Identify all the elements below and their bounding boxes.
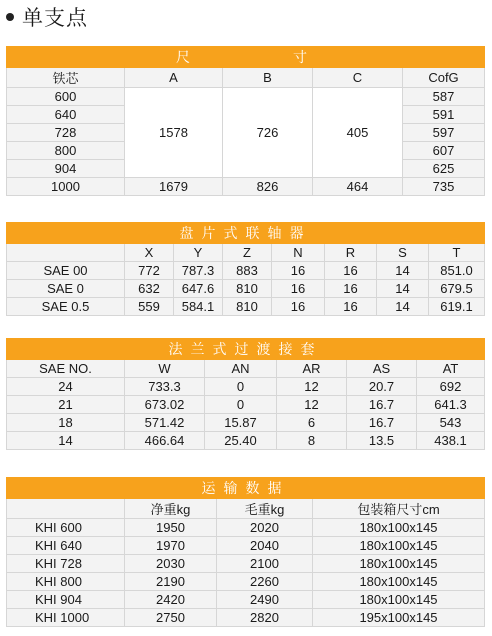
table-cell: 6 — [277, 414, 347, 432]
row-label-cell: 18 — [7, 414, 125, 432]
table-cell: 619.1 — [429, 298, 485, 316]
table-cell: 16.7 — [347, 414, 417, 432]
dimensions-table — [6, 46, 485, 196]
dimensions-title-right: 寸 — [293, 50, 315, 66]
table-row — [7, 573, 485, 591]
table-cell: 16 — [325, 262, 377, 280]
table-cell: 14 — [377, 262, 429, 280]
table-row — [7, 88, 485, 106]
table-cell: 2820 — [217, 609, 313, 627]
core-cell: 728 — [7, 124, 125, 142]
table-cell: 2040 — [217, 537, 313, 555]
row-label-cell: 14 — [7, 432, 125, 450]
c-merged-cell: 405 — [313, 88, 403, 178]
header-cell: T — [429, 244, 485, 262]
coupling-title: 盘片式联轴器 — [7, 223, 485, 244]
table-cell: 14 — [377, 280, 429, 298]
header-cell: Y — [174, 244, 223, 262]
table-row — [7, 280, 485, 298]
shipping-title: 运输数据 — [7, 478, 485, 499]
table-cell: 180x100x145 — [313, 519, 485, 537]
cofg-cell: 591 — [403, 106, 485, 124]
table-cell: 180x100x145 — [313, 555, 485, 573]
header-cell: CofG — [403, 68, 485, 88]
row-label-cell: KHI 728 — [7, 555, 125, 573]
table-cell: 772 — [125, 262, 174, 280]
table-cell: 16 — [272, 280, 325, 298]
header-cell: Z — [223, 244, 272, 262]
row-label-cell: KHI 800 — [7, 573, 125, 591]
table-cell: 16 — [325, 298, 377, 316]
table-row — [7, 378, 485, 396]
table-row — [7, 396, 485, 414]
b-cell: 826 — [223, 178, 313, 196]
table-cell: 16 — [272, 298, 325, 316]
header-cell: 铁芯 — [7, 68, 125, 88]
table-cell: 25.40 — [205, 432, 277, 450]
b-merged-cell: 726 — [223, 88, 313, 178]
header-cell: 净重kg — [125, 499, 217, 519]
header-cell: W — [125, 360, 205, 378]
table-cell: 1970 — [125, 537, 217, 555]
core-cell: 904 — [7, 160, 125, 178]
shipping-title-row — [7, 478, 485, 499]
table-cell: 180x100x145 — [313, 573, 485, 591]
table-row — [7, 555, 485, 573]
table-cell: 641.3 — [417, 396, 485, 414]
table-row — [7, 609, 485, 627]
dimensions-title-row — [7, 47, 485, 68]
a-cell: 1679 — [125, 178, 223, 196]
table-cell: 584.1 — [174, 298, 223, 316]
table-cell: 673.02 — [125, 396, 205, 414]
table-cell: 632 — [125, 280, 174, 298]
coupling-header-row — [7, 244, 485, 262]
table-cell: 16 — [325, 280, 377, 298]
header-cell: A — [125, 68, 223, 88]
row-label-cell: 21 — [7, 396, 125, 414]
header-cell: N — [272, 244, 325, 262]
dimensions-title-left: 尺 — [176, 50, 198, 66]
page-title: 单支点 — [22, 6, 88, 30]
flange-table — [6, 338, 485, 450]
header-cell: AS — [347, 360, 417, 378]
a-merged-cell: 1578 — [125, 88, 223, 178]
table-cell: 20.7 — [347, 378, 417, 396]
table-cell: 16.7 — [347, 396, 417, 414]
table-row — [7, 178, 485, 196]
table-cell: 2030 — [125, 555, 217, 573]
table-cell: 2020 — [217, 519, 313, 537]
coupling-table — [6, 222, 485, 316]
core-cell: 600 — [7, 88, 125, 106]
table-cell: 733.3 — [125, 378, 205, 396]
flange-header-row — [7, 360, 485, 378]
shipping-table — [6, 477, 485, 627]
header-cell: AR — [277, 360, 347, 378]
table-cell: 15.87 — [205, 414, 277, 432]
header-cell: B — [223, 68, 313, 88]
row-label-cell: KHI 1000 — [7, 609, 125, 627]
table-row — [7, 432, 485, 450]
header-cell: 包装箱尺寸cm — [313, 499, 485, 519]
row-label-cell: KHI 904 — [7, 591, 125, 609]
table-cell: 692 — [417, 378, 485, 396]
cofg-cell: 587 — [403, 88, 485, 106]
cofg-cell: 597 — [403, 124, 485, 142]
table-cell: 543 — [417, 414, 485, 432]
c-cell: 464 — [313, 178, 403, 196]
flange-title: 法兰式过渡接套 — [7, 339, 485, 360]
table-row — [7, 298, 485, 316]
core-cell: 640 — [7, 106, 125, 124]
table-cell: 195x100x145 — [313, 609, 485, 627]
table-cell: 2190 — [125, 573, 217, 591]
coupling-title-row — [7, 223, 485, 244]
table-cell: 12 — [277, 378, 347, 396]
cofg-cell: 625 — [403, 160, 485, 178]
table-cell: 883 — [223, 262, 272, 280]
table-cell: 16 — [272, 262, 325, 280]
table-cell: 787.3 — [174, 262, 223, 280]
header-cell — [7, 244, 125, 262]
row-label-cell: KHI 600 — [7, 519, 125, 537]
header-cell: R — [325, 244, 377, 262]
table-cell: 2490 — [217, 591, 313, 609]
table-cell: 2100 — [217, 555, 313, 573]
table-cell: 647.6 — [174, 280, 223, 298]
header-cell: C — [313, 68, 403, 88]
table-row — [7, 591, 485, 609]
header-cell: AT — [417, 360, 485, 378]
table-cell: 2260 — [217, 573, 313, 591]
row-label-cell: SAE 0 — [7, 280, 125, 298]
cofg-cell: 735 — [403, 178, 485, 196]
flange-title-row — [7, 339, 485, 360]
table-cell: 810 — [223, 280, 272, 298]
table-cell: 2420 — [125, 591, 217, 609]
table-cell: 13.5 — [347, 432, 417, 450]
shipping-header-row — [7, 499, 485, 519]
table-cell: 466.64 — [125, 432, 205, 450]
table-row — [7, 519, 485, 537]
table-cell: 679.5 — [429, 280, 485, 298]
table-cell: 0 — [205, 378, 277, 396]
header-cell: SAE NO. — [7, 360, 125, 378]
bullet-icon — [6, 13, 14, 21]
table-cell: 2750 — [125, 609, 217, 627]
table-cell: 8 — [277, 432, 347, 450]
core-cell: 1000 — [7, 178, 125, 196]
table-cell: 180x100x145 — [313, 537, 485, 555]
table-row — [7, 262, 485, 280]
table-cell: 12 — [277, 396, 347, 414]
table-cell: 810 — [223, 298, 272, 316]
table-cell: 438.1 — [417, 432, 485, 450]
table-cell: 14 — [377, 298, 429, 316]
row-label-cell: 24 — [7, 378, 125, 396]
table-row — [7, 414, 485, 432]
header-cell: S — [377, 244, 429, 262]
row-label-cell: SAE 0.5 — [7, 298, 125, 316]
row-label-cell: KHI 640 — [7, 537, 125, 555]
header-cell — [7, 499, 125, 519]
table-cell: 571.42 — [125, 414, 205, 432]
header-cell: X — [125, 244, 174, 262]
table-row — [7, 537, 485, 555]
row-label-cell: SAE 00 — [7, 262, 125, 280]
header-cell: 毛重kg — [217, 499, 313, 519]
table-cell: 851.0 — [429, 262, 485, 280]
core-cell: 800 — [7, 142, 125, 160]
table-cell: 0 — [205, 396, 277, 414]
table-cell: 180x100x145 — [313, 591, 485, 609]
header-cell: AN — [205, 360, 277, 378]
table-cell: 1950 — [125, 519, 217, 537]
table-cell: 559 — [125, 298, 174, 316]
cofg-cell: 607 — [403, 142, 485, 160]
dimensions-title — [7, 47, 485, 68]
page-heading — [6, 4, 88, 30]
dimensions-header-row — [7, 68, 485, 88]
